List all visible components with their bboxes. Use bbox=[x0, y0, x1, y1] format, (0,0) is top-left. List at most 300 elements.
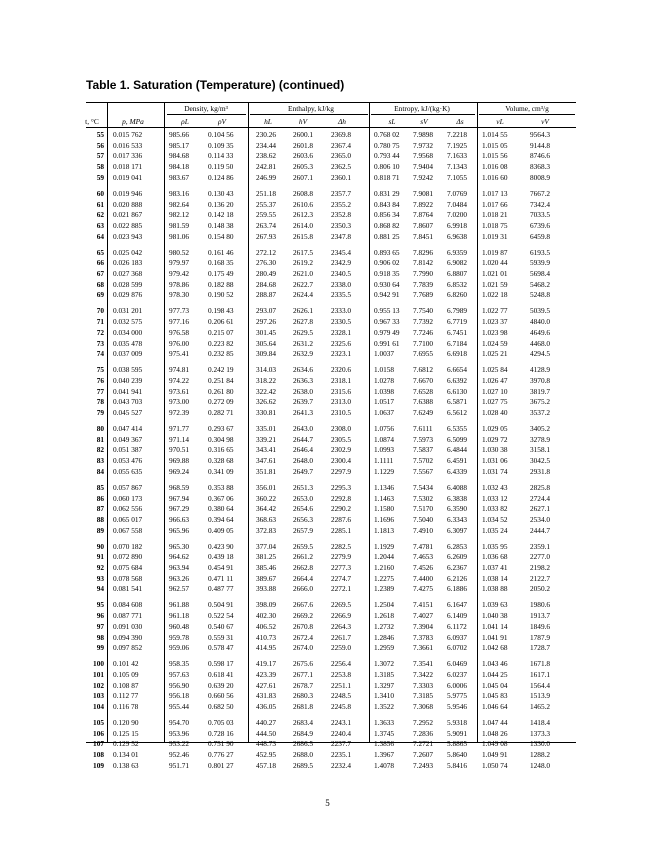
cell-rho-l: 965.96 bbox=[169, 525, 190, 535]
cell-delta-s: 6.0006 bbox=[447, 680, 468, 690]
cell-h-l: 436.05 bbox=[256, 702, 277, 711]
cell-v-v: 3675.2 bbox=[530, 397, 551, 407]
cell-p: 0.078 568 bbox=[113, 573, 143, 583]
cell-v-l: 1.032 43 bbox=[482, 482, 508, 492]
cell-v-v: 1980.6 bbox=[530, 600, 551, 610]
cell-h-v: 2678.7 bbox=[293, 680, 314, 690]
cell-h-v: 2610.6 bbox=[293, 199, 314, 209]
cell-s-v: 7.9568 bbox=[413, 151, 434, 161]
density-underline bbox=[167, 114, 246, 115]
cell-s-v: 7.6111 bbox=[413, 424, 433, 433]
volume-underline bbox=[479, 114, 575, 115]
cell-h-v: 2605.3 bbox=[293, 162, 314, 172]
cell-h-v: 2636.3 bbox=[293, 375, 314, 385]
cell-delta-h: 2245.8 bbox=[331, 702, 352, 711]
cell-rho-l: 959.06 bbox=[169, 643, 190, 653]
cell-rho-l: 981.06 bbox=[169, 231, 190, 241]
cell-rho-l: 962.57 bbox=[169, 584, 190, 594]
cell-v-l: 1.021 59 bbox=[482, 279, 508, 289]
cell-h-v: 2617.5 bbox=[293, 247, 314, 257]
cell-s-l: 1.1929 bbox=[374, 541, 395, 551]
cell-rho-l: 968.59 bbox=[169, 482, 190, 492]
cell-s-v: 7.9898 bbox=[413, 130, 434, 139]
cell-p: 0.019 946 bbox=[113, 188, 143, 198]
cell-h-v: 2664.4 bbox=[293, 573, 314, 583]
cell-delta-s: 6.3590 bbox=[447, 504, 468, 514]
cell-s-v: 7.4400 bbox=[413, 573, 434, 583]
cell-delta-s: 6.0237 bbox=[447, 669, 468, 679]
cell-s-l: 0.930 64 bbox=[374, 279, 400, 289]
cell-v-l: 1.035 95 bbox=[482, 541, 508, 551]
cell-rho-l: 980.52 bbox=[169, 247, 190, 257]
cell-p: 0.091 030 bbox=[113, 621, 143, 631]
cell-delta-h: 2365.0 bbox=[331, 151, 352, 161]
cell-s-v: 7.3661 bbox=[413, 643, 434, 653]
cell-delta-s: 6.9082 bbox=[447, 258, 468, 268]
cell-v-l: 1.039 63 bbox=[482, 600, 508, 610]
cell-p: 0.055 635 bbox=[113, 466, 143, 476]
group-header-density: Density, kg/m³ bbox=[184, 104, 228, 113]
cell-delta-h: 2305.5 bbox=[331, 434, 352, 444]
cell-v-l: 1.048 26 bbox=[482, 728, 508, 738]
cell-v-v: 2198.2 bbox=[530, 563, 551, 572]
cell-v-v: 3405.2 bbox=[530, 424, 551, 433]
cell-v-v: 2931.8 bbox=[530, 466, 551, 476]
cell-delta-s: 6.6918 bbox=[447, 349, 468, 359]
cell-v-v: 2825.8 bbox=[530, 482, 551, 492]
cell-rho-v: 0.136 20 bbox=[208, 199, 234, 209]
cell-h-l: 368.63 bbox=[256, 514, 277, 524]
cell-h-v: 2667.6 bbox=[293, 600, 314, 610]
cell-v-v: 1248.0 bbox=[530, 760, 551, 770]
cell-s-v: 7.2607 bbox=[413, 750, 434, 760]
cell-rho-l: 974.81 bbox=[169, 365, 190, 375]
cell-rho-l: 967.29 bbox=[169, 504, 190, 514]
cell-rho-l: 953.22 bbox=[169, 739, 190, 749]
cell-delta-s: 7.1633 bbox=[447, 151, 468, 161]
cell-h-l: 431.83 bbox=[256, 691, 277, 701]
cell-rho-v: 0.304 98 bbox=[208, 434, 234, 444]
cell-h-l: 297.26 bbox=[256, 317, 277, 327]
cell-rho-v: 0.119 50 bbox=[208, 162, 234, 172]
cell-v-v: 4840.0 bbox=[530, 317, 551, 327]
cell-h-v: 2648.0 bbox=[293, 456, 314, 466]
cell-h-l: 402.30 bbox=[256, 611, 277, 621]
column-header-h-l: hL bbox=[264, 117, 272, 126]
cell-p: 0.051 387 bbox=[113, 445, 143, 455]
cell-h-l: 423.39 bbox=[256, 669, 277, 679]
cell-p: 0.031 201 bbox=[113, 306, 143, 316]
cell-s-v: 7.2952 bbox=[413, 718, 434, 727]
column-header-rho-v: ρV bbox=[217, 117, 227, 126]
cell-rho-l: 973.61 bbox=[169, 386, 190, 396]
cell-s-v: 7.7392 bbox=[413, 317, 434, 327]
group-header-volume: Volume, cm³/g bbox=[505, 104, 549, 113]
cell-delta-s: 6.7989 bbox=[447, 306, 468, 316]
cell-h-l: 452.95 bbox=[256, 750, 277, 760]
cell-rho-v: 0.540 67 bbox=[208, 621, 234, 631]
cell-h-l: 267.93 bbox=[256, 231, 277, 241]
cell-rho-v: 0.206 61 bbox=[208, 317, 234, 327]
cell-h-l: 255.37 bbox=[256, 199, 277, 209]
cell-delta-h: 2367.4 bbox=[331, 140, 352, 150]
cell-s-v: 7.6670 bbox=[413, 375, 434, 385]
column-header-v-v: vV bbox=[541, 117, 549, 126]
cell-v-v: 6459.8 bbox=[530, 231, 551, 241]
cell-p: 0.041 941 bbox=[113, 386, 143, 396]
cell-delta-h: 2340.5 bbox=[331, 269, 352, 278]
cell-delta-h: 2237.7 bbox=[331, 739, 352, 749]
cell-h-l: 351.81 bbox=[256, 466, 277, 476]
cell-p: 0.026 183 bbox=[113, 258, 143, 268]
cell-t: 89 bbox=[96, 525, 104, 535]
cell-delta-h: 2313.0 bbox=[331, 397, 352, 407]
cell-delta-h: 2290.2 bbox=[331, 504, 352, 514]
cell-delta-h: 2277.3 bbox=[331, 563, 352, 572]
cell-s-l: 1.3297 bbox=[374, 680, 395, 690]
cell-p: 0.035 478 bbox=[113, 338, 143, 348]
cell-delta-s: 7.1343 bbox=[447, 162, 468, 172]
cell-delta-s: 6.0702 bbox=[447, 643, 468, 653]
cell-s-v: 7.3541 bbox=[413, 659, 434, 669]
cell-rho-l: 957.63 bbox=[169, 669, 190, 679]
cell-h-l: 339.21 bbox=[256, 434, 277, 444]
cell-s-v: 7.7689 bbox=[413, 290, 434, 300]
cell-rho-v: 0.454 91 bbox=[208, 563, 234, 572]
cell-h-v: 2608.8 bbox=[293, 188, 314, 198]
cell-v-v: 5698.4 bbox=[530, 269, 551, 278]
cell-p: 0.049 367 bbox=[113, 434, 143, 444]
cell-p: 0.060 173 bbox=[113, 493, 143, 503]
cell-delta-h: 2362.5 bbox=[331, 162, 352, 172]
cell-t: 79 bbox=[96, 408, 104, 417]
cell-rho-l: 963.26 bbox=[169, 573, 190, 583]
cell-p: 0.018 171 bbox=[113, 162, 143, 172]
cell-rho-v: 0.109 35 bbox=[208, 140, 234, 150]
cell-v-v: 3158.1 bbox=[530, 445, 551, 455]
cell-v-l: 1.042 68 bbox=[482, 643, 508, 653]
cell-rho-l: 960.48 bbox=[169, 621, 190, 631]
cell-h-l: 419.17 bbox=[256, 659, 277, 669]
cell-h-v: 2607.1 bbox=[293, 172, 314, 182]
cell-t: 69 bbox=[96, 290, 104, 300]
column-header-h-v: hV bbox=[298, 117, 308, 126]
cell-t: 60 bbox=[96, 188, 104, 198]
cell-s-v: 7.9242 bbox=[413, 172, 434, 182]
cell-h-l: 356.01 bbox=[256, 482, 277, 492]
cell-s-v: 7.4275 bbox=[413, 584, 434, 594]
cell-s-l: 0.967 33 bbox=[374, 317, 400, 327]
cell-rho-v: 0.114 33 bbox=[208, 151, 234, 161]
cell-v-v: 7667.2 bbox=[530, 188, 551, 198]
cell-s-l: 0.806 10 bbox=[374, 162, 400, 172]
cell-v-v: 1728.7 bbox=[530, 643, 551, 653]
cell-rho-l: 954.70 bbox=[169, 718, 190, 727]
cell-v-l: 1.019 31 bbox=[482, 231, 508, 241]
cell-delta-s: 6.2126 bbox=[447, 573, 468, 583]
cell-t: 108 bbox=[93, 750, 104, 760]
cell-t: 86 bbox=[96, 493, 104, 503]
cell-s-v: 7.6955 bbox=[413, 349, 434, 359]
cell-p: 0.087 771 bbox=[113, 611, 143, 621]
cell-v-l: 1.029 72 bbox=[482, 434, 508, 444]
cell-v-l: 1.044 25 bbox=[482, 669, 508, 679]
cell-rho-v: 0.559 31 bbox=[208, 632, 234, 642]
cell-v-v: 3819.7 bbox=[530, 386, 551, 396]
divider-t bbox=[107, 102, 108, 743]
cell-s-v: 7.4910 bbox=[413, 525, 434, 535]
cell-delta-s: 6.8260 bbox=[447, 290, 468, 300]
cell-h-l: 284.68 bbox=[256, 279, 277, 289]
cell-v-l: 1.033 82 bbox=[482, 504, 508, 514]
cell-t: 109 bbox=[93, 760, 104, 770]
divider-enthalpy bbox=[369, 102, 370, 743]
cell-rho-v: 0.104 56 bbox=[208, 130, 234, 139]
cell-s-v: 7.6528 bbox=[413, 386, 434, 396]
cell-s-l: 1.3522 bbox=[374, 702, 395, 711]
cell-s-l: 1.3410 bbox=[374, 691, 395, 701]
cell-v-l: 1.045 83 bbox=[482, 691, 508, 701]
cell-p: 0.045 527 bbox=[113, 408, 143, 417]
cell-delta-h: 2342.9 bbox=[331, 258, 352, 268]
cell-rho-l: 965.30 bbox=[169, 541, 190, 551]
cell-rho-v: 0.242 19 bbox=[208, 365, 234, 375]
cell-s-l: 0.868 82 bbox=[374, 220, 400, 230]
cell-rho-v: 0.353 88 bbox=[208, 482, 234, 492]
cell-h-v: 2644.7 bbox=[293, 434, 314, 444]
cell-v-l: 1.015 56 bbox=[482, 151, 508, 161]
cell-delta-h: 2350.3 bbox=[331, 220, 352, 230]
cell-delta-s: 7.0769 bbox=[447, 188, 468, 198]
cell-v-v: 8368.3 bbox=[530, 162, 551, 172]
cell-h-l: 343.41 bbox=[256, 445, 277, 455]
cell-p: 0.101 42 bbox=[113, 659, 139, 669]
cell-s-l: 0.818 71 bbox=[374, 172, 400, 182]
cell-t: 83 bbox=[96, 456, 104, 466]
cell-v-l: 1.016 60 bbox=[482, 172, 508, 182]
cell-p: 0.040 239 bbox=[113, 375, 143, 385]
cell-p: 0.138 63 bbox=[113, 760, 139, 770]
cell-delta-s: 7.0200 bbox=[447, 210, 468, 220]
cell-v-v: 9144.8 bbox=[530, 140, 551, 150]
cell-delta-s: 6.6654 bbox=[447, 365, 468, 375]
cell-v-v: 1418.4 bbox=[530, 718, 551, 727]
cell-t: 106 bbox=[93, 728, 104, 738]
cell-s-l: 1.0158 bbox=[374, 365, 395, 375]
cell-delta-h: 2269.5 bbox=[331, 600, 352, 610]
cell-v-v: 1617.1 bbox=[530, 669, 551, 679]
cell-v-l: 1.050 74 bbox=[482, 760, 508, 770]
cell-p: 0.025 042 bbox=[113, 247, 143, 257]
cell-p: 0.134 01 bbox=[113, 750, 139, 760]
cell-rho-v: 0.660 56 bbox=[208, 691, 234, 701]
cell-v-v: 4649.6 bbox=[530, 327, 551, 337]
cell-v-v: 1671.8 bbox=[530, 659, 551, 669]
cell-s-v: 7.7990 bbox=[413, 269, 434, 278]
cell-t: 70 bbox=[96, 306, 104, 316]
cell-v-v: 1288.2 bbox=[530, 750, 551, 760]
cell-delta-h: 2300.4 bbox=[331, 456, 352, 466]
cell-s-v: 7.5837 bbox=[413, 445, 434, 455]
cell-delta-h: 2347.8 bbox=[331, 231, 352, 241]
cell-t: 105 bbox=[93, 718, 104, 727]
cell-s-l: 1.0037 bbox=[374, 349, 395, 359]
cell-s-v: 7.3783 bbox=[413, 632, 434, 642]
cell-h-v: 2666.0 bbox=[293, 584, 314, 594]
cell-t: 107 bbox=[93, 739, 104, 749]
cell-p: 0.015 762 bbox=[113, 130, 143, 139]
cell-s-l: 1.2846 bbox=[374, 632, 395, 642]
cell-h-l: 398.09 bbox=[256, 600, 277, 610]
cell-rho-v: 0.232 85 bbox=[208, 349, 234, 359]
cell-delta-s: 6.3097 bbox=[447, 525, 468, 535]
cell-s-l: 0.793 44 bbox=[374, 151, 400, 161]
cell-v-l: 1.033 12 bbox=[482, 493, 508, 503]
cell-p: 0.037 009 bbox=[113, 349, 143, 359]
cell-h-v: 2656.3 bbox=[293, 514, 314, 524]
cell-h-v: 2683.4 bbox=[293, 718, 314, 727]
cell-t: 87 bbox=[96, 504, 104, 514]
cell-rho-l: 955.44 bbox=[169, 702, 190, 711]
cell-rho-v: 0.578 47 bbox=[208, 643, 234, 653]
cell-v-v: 3042.5 bbox=[530, 456, 551, 466]
cell-delta-s: 5.9091 bbox=[447, 728, 468, 738]
cell-s-v: 7.4151 bbox=[413, 600, 434, 610]
cell-v-l: 1.029 05 bbox=[482, 424, 508, 433]
cell-rho-l: 953.96 bbox=[169, 728, 190, 738]
cell-s-l: 1.3856 bbox=[374, 739, 395, 749]
cell-delta-h: 2266.9 bbox=[331, 611, 352, 621]
cell-delta-h: 2318.1 bbox=[331, 375, 352, 385]
group-header-entropy: Entropy, kJ/(kg·K) bbox=[394, 104, 450, 113]
cell-v-v: 4468.0 bbox=[530, 338, 551, 348]
cell-v-l: 1.043 46 bbox=[482, 659, 508, 669]
cell-h-v: 2649.7 bbox=[293, 466, 314, 476]
cell-delta-h: 2328.1 bbox=[331, 327, 352, 337]
cell-rho-v: 0.198 43 bbox=[208, 306, 234, 316]
cell-s-v: 7.5040 bbox=[413, 514, 434, 524]
cell-delta-s: 6.5871 bbox=[447, 397, 468, 407]
cell-rho-v: 0.598 17 bbox=[208, 659, 234, 669]
cell-rho-l: 967.94 bbox=[169, 493, 190, 503]
cell-v-v: 3537.2 bbox=[530, 408, 551, 417]
cell-delta-s: 6.1409 bbox=[447, 611, 468, 621]
cell-v-v: 8746.6 bbox=[530, 151, 551, 161]
cell-v-l: 1.049 08 bbox=[482, 739, 508, 749]
cell-t: 55 bbox=[96, 130, 104, 139]
cell-delta-s: 6.3838 bbox=[447, 493, 468, 503]
cell-v-v: 7342.4 bbox=[530, 199, 551, 209]
cell-t: 97 bbox=[96, 621, 104, 631]
cell-s-v: 7.2721 bbox=[413, 739, 434, 749]
cell-v-l: 1.031 74 bbox=[482, 466, 508, 476]
cell-h-l: 335.01 bbox=[256, 424, 277, 433]
cell-v-v: 2277.0 bbox=[530, 552, 551, 562]
cell-t: 64 bbox=[96, 231, 104, 241]
cell-s-l: 0.831 29 bbox=[374, 188, 400, 198]
cell-p: 0.116 78 bbox=[113, 702, 139, 711]
cell-v-l: 1.021 01 bbox=[482, 269, 508, 278]
cell-h-v: 2622.7 bbox=[293, 279, 314, 289]
cell-p: 0.028 599 bbox=[113, 279, 143, 289]
cell-s-v: 7.5170 bbox=[413, 504, 434, 514]
cell-delta-s: 6.3343 bbox=[447, 514, 468, 524]
cell-h-l: 230.26 bbox=[256, 130, 277, 139]
cell-rho-v: 0.618 41 bbox=[208, 669, 234, 679]
cell-delta-s: 6.4844 bbox=[447, 445, 468, 455]
cell-rho-v: 0.522 54 bbox=[208, 611, 234, 621]
cell-h-v: 2603.6 bbox=[293, 151, 314, 161]
cell-h-l: 410.73 bbox=[256, 632, 277, 642]
cell-v-l: 1.022 77 bbox=[482, 306, 508, 316]
cell-delta-s: 6.4088 bbox=[447, 482, 468, 492]
cell-s-l: 1.2504 bbox=[374, 600, 395, 610]
cell-v-v: 2444.7 bbox=[530, 525, 551, 535]
cell-rho-l: 979.42 bbox=[169, 269, 190, 278]
cell-s-v: 7.5302 bbox=[413, 493, 434, 503]
cell-v-v: 1787.9 bbox=[530, 632, 551, 642]
cell-t: 99 bbox=[96, 643, 104, 653]
cell-t: 63 bbox=[96, 220, 104, 230]
cell-h-v: 2619.2 bbox=[293, 258, 314, 268]
cell-p: 0.097 852 bbox=[113, 643, 143, 653]
cell-delta-s: 6.9638 bbox=[447, 231, 468, 241]
cell-s-l: 1.1696 bbox=[374, 514, 395, 524]
cell-rho-l: 983.16 bbox=[169, 188, 190, 198]
cell-p: 0.021 867 bbox=[113, 210, 143, 220]
cell-h-l: 377.04 bbox=[256, 541, 277, 551]
cell-rho-v: 0.380 64 bbox=[208, 504, 234, 514]
cell-delta-s: 5.8865 bbox=[447, 739, 468, 749]
cell-t: 93 bbox=[96, 573, 104, 583]
cell-rho-l: 984.68 bbox=[169, 151, 190, 161]
cell-t: 85 bbox=[96, 482, 104, 492]
cell-delta-s: 6.0469 bbox=[447, 659, 468, 669]
cell-t: 61 bbox=[96, 199, 104, 209]
cell-h-l: 347.61 bbox=[256, 456, 277, 466]
cell-delta-h: 2264.3 bbox=[331, 621, 352, 631]
cell-delta-s: 6.4591 bbox=[447, 456, 468, 466]
cell-h-l: 288.87 bbox=[256, 290, 277, 300]
cell-s-v: 7.5434 bbox=[413, 482, 434, 492]
cell-t: 58 bbox=[96, 162, 104, 172]
cell-v-v: 5248.8 bbox=[530, 290, 551, 300]
cell-s-v: 7.7100 bbox=[413, 338, 434, 348]
cell-s-l: 1.0874 bbox=[374, 434, 395, 444]
cell-v-l: 1.046 64 bbox=[482, 702, 508, 711]
cell-rho-l: 978.30 bbox=[169, 290, 190, 300]
cell-h-l: 242.81 bbox=[256, 162, 277, 172]
cell-s-l: 0.906 02 bbox=[374, 258, 400, 268]
cell-delta-s: 6.5612 bbox=[447, 408, 468, 417]
cell-s-v: 7.8764 bbox=[413, 210, 434, 220]
cell-s-l: 0.955 13 bbox=[374, 306, 400, 316]
cell-rho-l: 969.24 bbox=[169, 466, 190, 476]
cell-delta-s: 7.1925 bbox=[447, 140, 468, 150]
cell-h-v: 2672.4 bbox=[293, 632, 314, 642]
cell-v-l: 1.023 37 bbox=[482, 317, 508, 327]
cell-s-v: 7.4526 bbox=[413, 563, 434, 572]
cell-delta-h: 2369.8 bbox=[331, 130, 352, 139]
cell-s-l: 1.1346 bbox=[374, 482, 395, 492]
cell-v-v: 1849.6 bbox=[530, 621, 551, 631]
cell-h-l: 301.45 bbox=[256, 327, 277, 337]
cell-rho-l: 982.12 bbox=[169, 210, 190, 220]
cell-v-l: 1.023 98 bbox=[482, 327, 508, 337]
cell-rho-v: 0.776 27 bbox=[208, 750, 234, 760]
cell-rho-v: 0.471 11 bbox=[208, 573, 234, 583]
cell-s-l: 1.0398 bbox=[374, 386, 395, 396]
